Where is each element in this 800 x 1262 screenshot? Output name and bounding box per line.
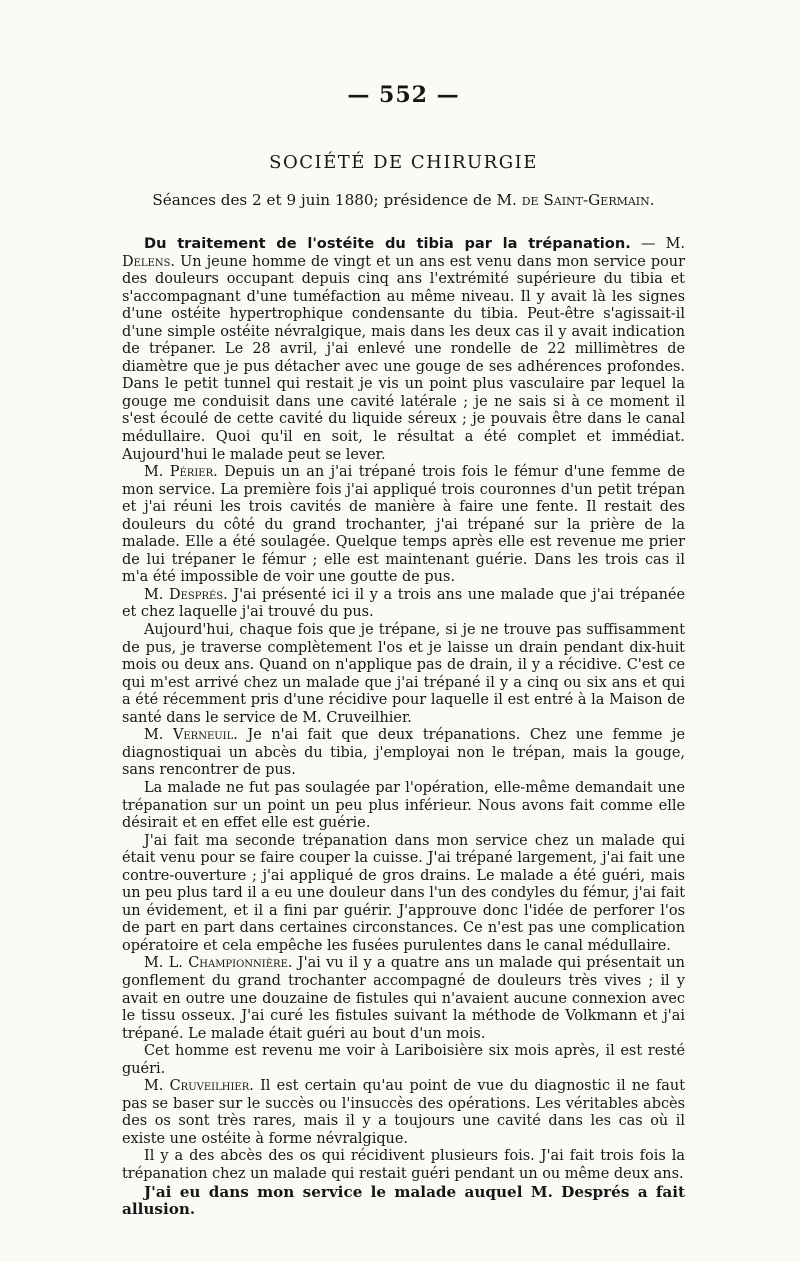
paragraph-text: J'ai présenté ici il y a trois ans une malade que j'ai trépanée et chez laquelle j'ai trouvé du pus. xyxy=(122,586,686,621)
document-page xyxy=(122,82,685,1219)
paragraph-text: La malade ne fut pas soulagée par l'opération, elle-même demandait une trépanation sur un point un peu plus inférieur. Nous avons fait comme elle désirait et en effet elle est guérie. xyxy=(122,779,685,832)
paragraph-delens xyxy=(122,235,685,464)
paragraph-verneuil-continued-1 xyxy=(122,780,685,833)
paragraph-text: Un jeune homme de vingt et un ans est venu dans mon service pour des douleurs occupant depuis cinq ans l'extrémité supérieure du tibia et s'accompagnant d'une tuméfaction au même niveau. Il y avait là les signes d'une ostéite hypertrophique condensante du tibia. Peut-être s'agissait-il d'une simple ostéite névralgique, mais dans les deux cas il y avait indication de trépaner. Le 28 avril, j'ai enlevé une rondelle de 22 millimètres de diamètre que je pus détacher avec une gouge de ses adhérences profondes. Dans le petit tunnel qui restait je vis un point plus vasculaire par lequel la gouge me conduisit dans une cavité latérale ; je ne sais si à ce moment il s'est écoulé de cette cavité du liquide séreux ; je pouvais être dans le canal médullaire. Quoi qu'il en soit, le résultat a été complet et immédiat. Aujourd'hui le malade peut se lever. xyxy=(122,253,685,463)
page-number: — 552 — xyxy=(347,82,460,108)
paragraph-championniere xyxy=(122,955,685,1043)
paragraph-cruveilhier-continued-1 xyxy=(122,1148,685,1183)
paragraph-text: Depuis un an j'ai trépané trois fois le fémur d'une femme de mon service. La première fois j'ai appliqué trois couronnes d'un petit trépan et j'ai réuni les trois cavités de manière à faire une fente. Il restait des douleurs du côté du grand trochanter, j'ai trépané sur la prière de la malade. Elle a été soulagée. Quelque temps après elle est revenue me prier de lui trépaner le fémur ; elle est maintenant guérie. Dans les trois cas il m'a été impossible de voir une goutte de pus. xyxy=(122,464,686,586)
paragraph-text: Cet homme est revenu me voir à Lariboisière six mois après, il est resté guéri. xyxy=(122,1043,685,1077)
paragraph-perier xyxy=(122,464,685,587)
paragraph-text: J'ai eu dans mon service le malade auquel M. Després a fait allusion. xyxy=(122,1182,685,1219)
paragraph-championniere-continued xyxy=(122,1043,685,1078)
paragraph-cruveilhier xyxy=(122,1078,685,1148)
speaker-name: M. Després. xyxy=(144,586,228,603)
session-president: de Saint-Germain. xyxy=(521,191,655,209)
speaker-name: M. Verneuil. xyxy=(144,727,238,744)
paragraph-cruveilhier-continued-2 xyxy=(122,1184,685,1219)
session-line xyxy=(122,191,685,209)
speaker-name: M. L. Championnière. xyxy=(144,955,293,972)
article-title: Du traitement de l'ostéite du tibia par la trépanation. xyxy=(144,235,631,252)
article-body xyxy=(122,235,685,1219)
paragraph-despres xyxy=(122,587,685,622)
speaker-name: M. Cruveilhier. xyxy=(144,1078,254,1095)
paragraph-text: J'ai fait ma seconde trépanation dans mon service chez un malade qui était venu pour se faire couper la cuisse. J'ai trépané largement, j'ai fait une contre-ouverture ; j'ai appliqué de gros drains. Le malade a été guéri, mais un peu plus tard il a eu une douleur dans l'un des condyles du fémur, j'ai fait un évidement, et il a fini par guérir. J'approuve donc l'idée de perforer l'os de part en part dans certaines circonstances. Ce n'est pas une complication opératoire et cela empêche les fusées purulentes dans le canal médullaire. xyxy=(122,832,685,954)
society-heading: SOCIÉTÉ DE CHIRURGIE xyxy=(269,152,538,173)
paragraph-verneuil xyxy=(122,727,685,780)
paragraph-verneuil-continued-2 xyxy=(122,833,685,956)
paragraph-text: Je n'ai fait que deux trépanations. Chez une femme je diagnostiquai un abcès du tibia, j'employai non le trépan, mais la gouge, sans rencontrer de pus. xyxy=(122,727,686,779)
title-dash: — xyxy=(630,236,666,252)
paragraph-despres-continued xyxy=(122,622,685,727)
session-dates: Séances des 2 et 9 juin 1880; présidence de M. xyxy=(152,191,522,209)
paragraph-text: J'ai vu il y a quatre ans un malade qui présentait un gonflement du grand trochanter accompagné de douleurs très vives ; il y avait en outre une douzaine de fistules qui n'avaient aucune connexion avec le tissu osseux. J'ai curé les fistules suivant la méthode de Volkmann et j'ai trépané. Le malade était guéri au bout d'un mois. xyxy=(122,955,685,1042)
speaker-name: M. Périer. xyxy=(144,464,218,481)
paragraph-text: Aujourd'hui, chaque fois que je trépane, si je ne trouve pas suffisamment de pus, je traverse complètement l'os et je laisse un drain pendant dix-huit mois ou deux ans. Quand on n'applique pas de drain, il y a récidive. C'est ce qui m'est arrivé chez un malade que j'ai trépané il y a cinq ou six ans et qui a été récemment pris d'une récidive pour laquelle il est entré à la Maison de santé dans le service de M. Cruveilhier. xyxy=(122,622,685,726)
speaker-name: M. Delens. xyxy=(122,236,685,270)
paragraph-text: Il est certain qu'au point de vue du diagnostic il ne faut pas se baser sur le succès ou l'insuccès des opérations. Les véritables abcès des os sont très rares, mais il y a toujours une cavité dans les cas où il existe une ostéite à forme névralgique. xyxy=(122,1078,686,1147)
paragraph-text: Il y a des abcès des os qui récidivent plusieurs fois. J'ai fait trois fois la trépanation chez un malade qui restait guéri pendant un ou même deux ans. xyxy=(122,1148,685,1182)
